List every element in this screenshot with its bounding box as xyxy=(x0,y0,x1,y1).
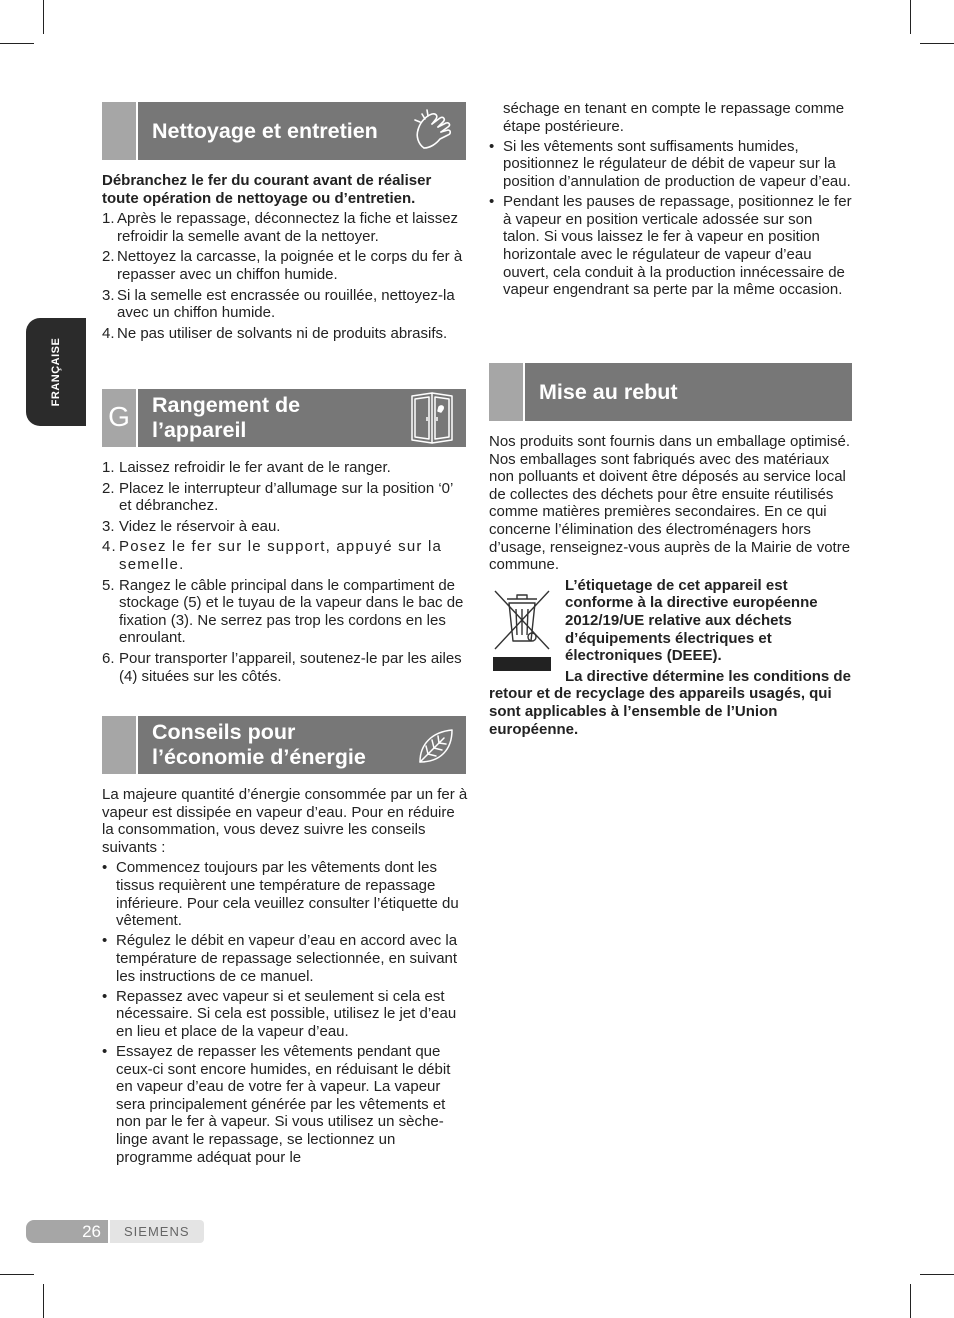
cleaning-hand-icon xyxy=(410,108,458,154)
list-item: 2. Placez le interrupteur d’allumage sur la position ‘0’ et débranchez. xyxy=(102,479,453,515)
header-square xyxy=(489,363,525,421)
bullet-continuation: séchage en tenant en compte le repassage comme étape postérieure. xyxy=(503,100,845,135)
bullet-item: • Si les vêtements sont suffisaments humides, positionnez le régulateur de débit de vapeur sur la position d’annulation de production de vapeur d’eau. xyxy=(489,137,851,190)
list-item: 4. Posez le fer sur le support, appuyé sur la semelle. xyxy=(102,538,443,573)
storage-header xyxy=(102,389,466,447)
disposal-header xyxy=(489,363,852,421)
bullet-item: • Repassez avec vapeur si et seulement si cela est nécessaire. Si cela est possible, utilisez le jet d’eau en lieu et place de la vapeur d’eau. xyxy=(102,987,457,1040)
list-item: 1. Après le repassage, déconnectez la fiche et laissez refroidir la semelle avant de la nettoyer. xyxy=(102,210,459,245)
language-label: FRANÇAISE xyxy=(50,337,62,407)
bullet-item: • Régulez le débit en vapeur d’eau en accord avec la température de repassage selectionnée, en suivant les instructions de ce manuel. xyxy=(102,932,458,985)
disposal-title: Mise au rebut xyxy=(539,380,678,404)
header-square xyxy=(102,389,138,447)
crossed-bin-icon xyxy=(489,577,555,673)
energy-body xyxy=(102,786,468,1169)
weee-notice: L’étiquetage de cet appareil est conforme à la directive européenne 2012/19/UE relative aux déchets d’équipements électriques et électroniques (DEEE). xyxy=(565,576,818,665)
energy-header xyxy=(102,716,466,774)
storage-body xyxy=(102,459,468,688)
list-item: 3. Videz le réservoir à eau. xyxy=(102,517,281,535)
crop-mark xyxy=(910,1284,911,1318)
weee-block xyxy=(489,577,853,738)
cleaning-title: Nettoyage et entretien xyxy=(152,119,378,143)
cleaning-body xyxy=(102,172,468,345)
section-letter: G xyxy=(108,401,130,432)
leaf-icon xyxy=(414,724,458,768)
weee-directive: La directive détermine les conditions de retour et de recyclage des appareils usagés, qui sont applicables à l’ensemble de l’Union européenne. xyxy=(489,667,851,738)
crop-mark xyxy=(43,1284,44,1318)
header-square xyxy=(102,716,138,774)
crop-mark xyxy=(910,0,911,34)
list-item: 5. Rangez le câble principal dans le compartiment de stockage (5) et le tuyau de la vapeur dans le bac de fixation (3). Ne serrez pas trop les cordons en les enroulant. xyxy=(102,576,464,647)
energy-intro: La majeure quantité d’énergie consommée par un fer à vapeur est dissipée en vapeur d’eau. Pour en réduire la consommation, vous devez suivre les conseils suivants : xyxy=(102,786,468,856)
page-number-tab xyxy=(26,1220,108,1243)
language-tab xyxy=(26,318,86,426)
crop-mark xyxy=(920,43,954,44)
crop-mark xyxy=(920,1274,954,1275)
list-item: 4. Ne pas utiliser de solvants ni de produits abrasifs. xyxy=(102,324,448,342)
cupboard-icon xyxy=(408,392,456,444)
storage-title: Rangement de l’appareil xyxy=(152,393,301,442)
header-square xyxy=(102,102,138,160)
brand-tab xyxy=(110,1220,204,1243)
energy-title: Conseils pour l’économie d’énergie xyxy=(152,720,366,769)
cleaning-header xyxy=(102,102,466,160)
list-item: 1. Laissez refroidir le fer avant de le ranger. xyxy=(102,459,391,476)
page-number: 26 xyxy=(82,1222,101,1241)
list-item: 3. Si la semelle est encrassée ou rouillée, nettoyez-la avec un chiffon humide. xyxy=(102,286,455,322)
disposal-body xyxy=(489,433,853,738)
disposal-intro: Nos produits sont fournis dans un emballage optimisé. Nos emballages sont fabriqués avec des matériaux non polluants et doivent être déposés au service local de collectes des déchets pour être ensuite réutilisés comme matières premières secondaires. En ce qui concerne l’élimination des électroménagers hors d’usage, renseignez-vous auprès de la Mairie de votre commune. xyxy=(489,433,851,574)
list-item: 2. Nettoyez la carcasse, la poignée et le corps du fer à repasser avec un chiffon humide. xyxy=(102,248,463,283)
bullet-item: • Pendant les pauses de repassage, positionnez le fer à vapeur en position verticale adossée sur son talon. Si vous laissez le fer à vapeur en position horizontale avec le régulateur de vapeur d’eau ouvert, cela conduit à la production innécessaire de vapeur engendrant sa perte par la même occasion. xyxy=(489,193,852,299)
bullet-item: • Essayez de repasser les vêtements pendant que ceux-ci sont encore humides, en réduisant le débit en vapeur d’eau de votre fer à vapeur. La vapeur sera principalement générée par les vêtements et non par le fer à vapeur. Si vous utilisez un sèche-linge avant le repassage, se lectionnez un programme adéquat pour le xyxy=(102,1043,451,1166)
crop-mark xyxy=(0,1274,34,1275)
cleaning-warning: Débranchez le fer du courant avant de réaliser toute opération de nettoyage ou d’entretien. xyxy=(102,172,432,207)
bullet-item: • Commencez toujours par les vêtements dont les tissus requièrent une température de repassage inférieure. Pour cela veuillez consulter l’étiquette du vêtement. xyxy=(102,859,459,930)
energy-body-continued xyxy=(489,100,853,301)
crop-mark xyxy=(43,0,44,34)
list-item: 6. Pour transporter l’appareil, soutenez-le par les ailes (4) situées sur les côtés. xyxy=(102,649,462,685)
crop-mark xyxy=(0,43,34,44)
brand-name: SIEMENS xyxy=(124,1224,190,1239)
